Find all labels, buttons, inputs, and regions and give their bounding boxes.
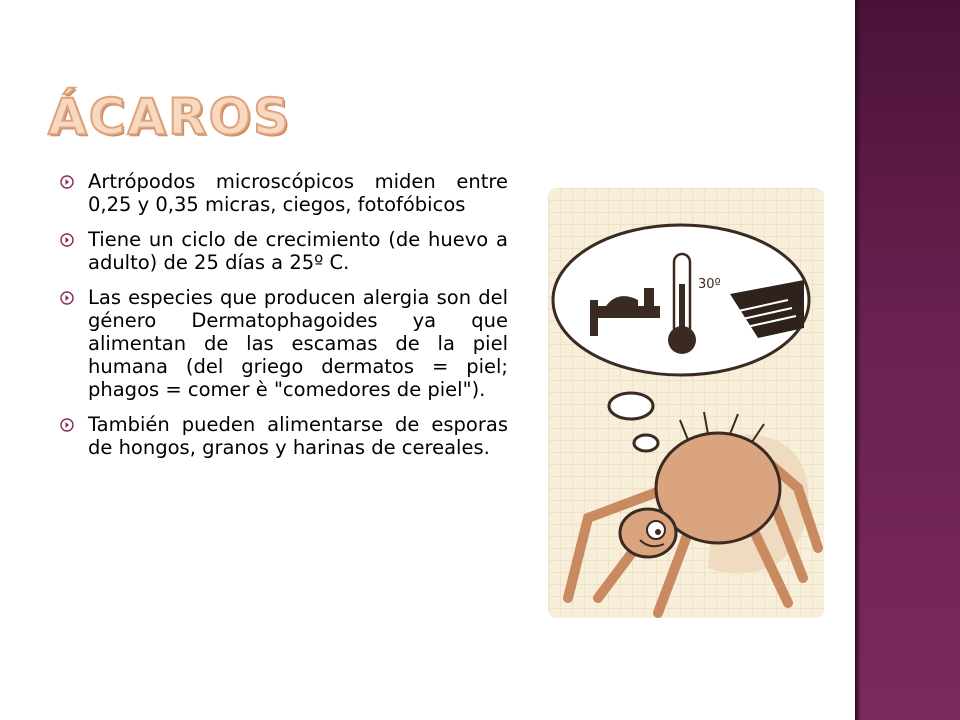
thermometer-label: 30º — [698, 277, 721, 292]
decorative-side-band — [855, 0, 960, 720]
slide-title: ÁCAROS — [48, 88, 292, 146]
bullet-text: Artrópodos microscópicos miden entre 0,25 y 0,35 micras, ciegos, fotofóbicos — [88, 170, 508, 216]
bullet-list — [60, 170, 508, 471]
bullet-text: Las especies que producen alergia son del género Dermatophagoides ya que alimentan de las escamas de la piel humana (del griego dermatos = piel; phagos = comer è "comedores de piel"). — [88, 286, 508, 401]
mite-illustration — [548, 188, 824, 618]
circle-arrow-bullet-icon — [60, 233, 74, 247]
circle-arrow-bullet-icon — [60, 418, 74, 432]
bullet-text: Tiene un ciclo de crecimiento (de huevo a adulto) de 25 días a 25º C. — [88, 228, 508, 274]
bullet-text: También pueden alimentarse de esporas de hongos, granos y harinas de cereales. — [88, 413, 508, 459]
mite-cartoon-image — [548, 188, 824, 618]
bullet-item — [60, 413, 508, 459]
circle-arrow-bullet-icon — [60, 291, 74, 305]
bullet-item — [60, 170, 508, 216]
circle-arrow-bullet-icon — [60, 175, 74, 189]
bullet-item — [60, 228, 508, 274]
bullet-item — [60, 286, 508, 401]
